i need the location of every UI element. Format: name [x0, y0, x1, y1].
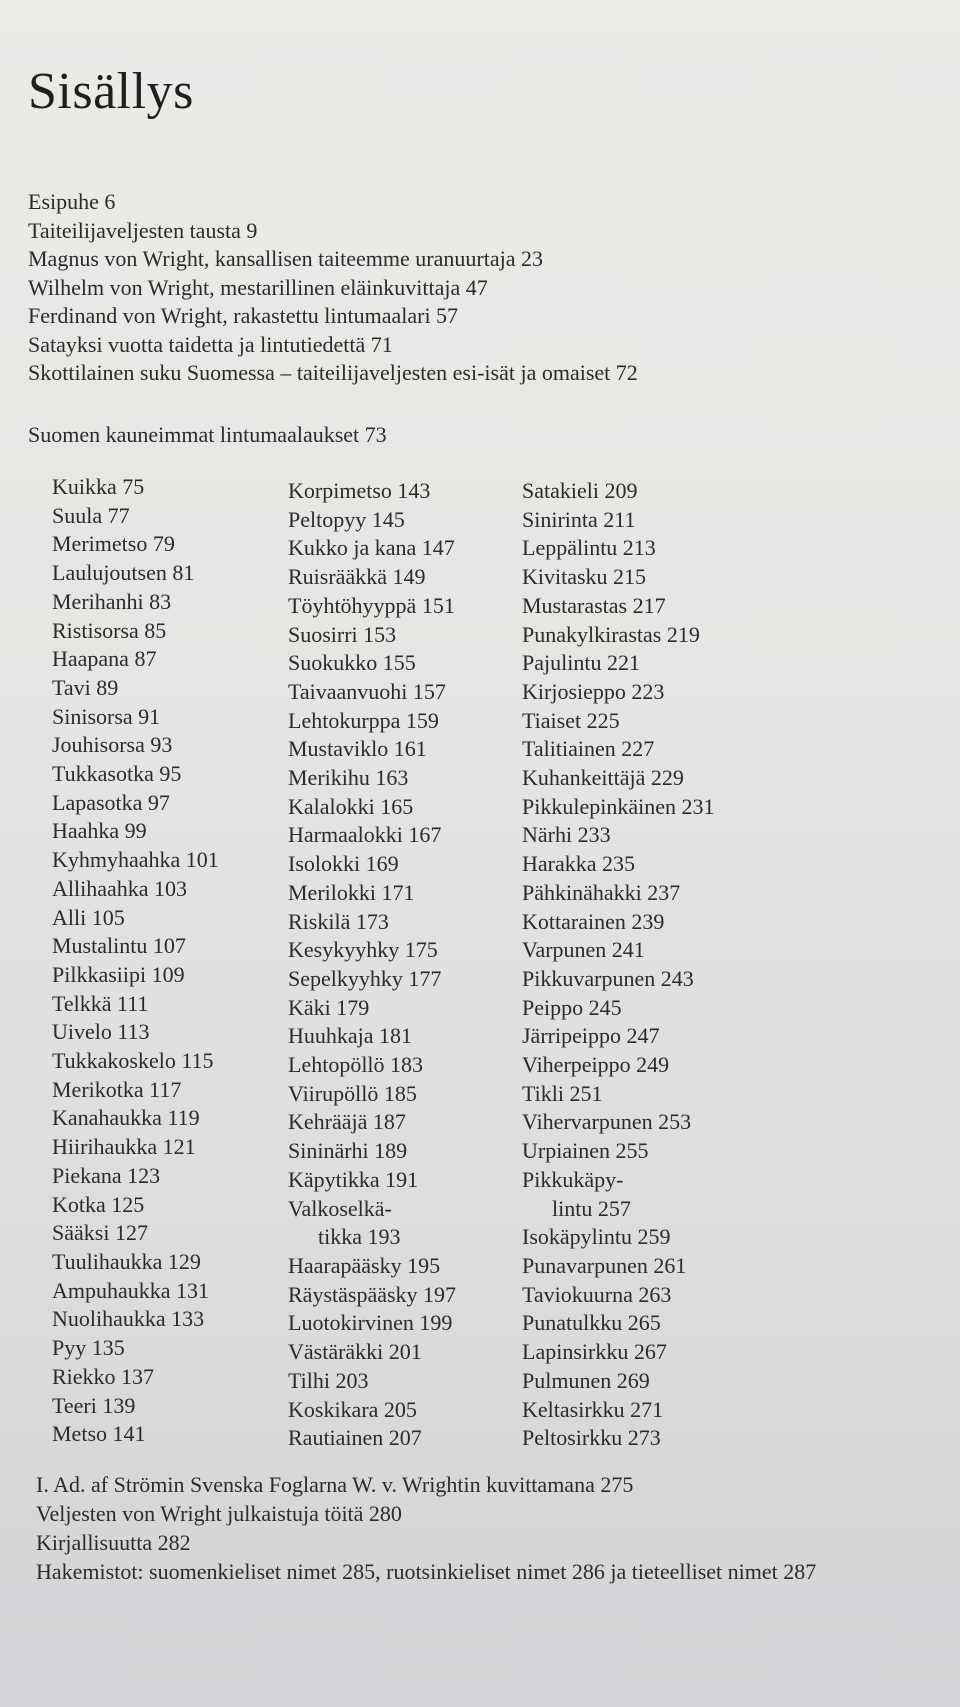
species-entry: Kyhmyhaahka 101: [52, 847, 219, 873]
species-entry: Vihervarpunen 253: [522, 1109, 692, 1135]
species-entry: Kehrääjä 187: [288, 1109, 406, 1135]
species-entry: Tuulihaukka 129: [52, 1248, 201, 1274]
species-entry: Satakieli 209: [522, 478, 638, 503]
species-entry: Pulmunen 269: [522, 1367, 650, 1393]
toc-entry: I. Ad. af Strömin Svenska Foglarna W. v. Wrightin kuvittamana 275: [36, 1472, 634, 1497]
species-entry: Telkkä 111: [52, 990, 149, 1016]
toc-entry: Taiteilijaveljesten tausta 9: [28, 217, 258, 243]
species-entry: Pikkuvarpunen 243: [522, 965, 694, 991]
species-entry: Peippo 245: [522, 994, 622, 1020]
toc-entry: Hakemistot: suomenkieliset nimet 285, ruotsinkieliset nimet 286 ja tieteelliset nimet 287: [36, 1559, 817, 1584]
toc-entry: Ferdinand von Wright, rakastettu lintumaalari 57: [28, 303, 459, 328]
species-entry: Luotokirvinen 199: [288, 1310, 453, 1336]
species-entry: Tilhi 203: [288, 1367, 369, 1393]
species-entry: Pikkukäpy-: [522, 1166, 624, 1192]
species-entry: Lapasotka 97: [52, 789, 170, 815]
species-entry: Pajulintu 221: [522, 650, 640, 676]
toc-entry: Skottilainen suku Suomessa – taiteilijaveljesten esi-isät ja omaiset 72: [28, 360, 638, 385]
species-entry: Ruisrääkkä 149: [288, 564, 426, 590]
species-entry: Laulujoutsen 81: [52, 560, 195, 586]
species-entry: Suosirri 153: [288, 621, 397, 647]
species-entry: Korpimetso 143: [288, 478, 431, 503]
species-entry: Kirjosieppo 223: [522, 678, 665, 704]
species-entry: Närhi 233: [522, 822, 611, 848]
species-entry: Teeri 139: [52, 1392, 136, 1418]
species-entry: Allihaahka 103: [52, 875, 188, 901]
species-column-1: [52, 473, 219, 1449]
species-entry: Tiaiset 225: [522, 707, 620, 733]
species-entry: Käki 179: [288, 994, 370, 1020]
species-entry: Harmaalokki 167: [288, 822, 442, 848]
species-entry: Merimetso 79: [52, 531, 175, 557]
species-entry: Suula 77: [52, 502, 130, 528]
toc-entry: Satayksi vuotta taidetta ja lintutiedettä 71: [28, 331, 393, 357]
back-matter-list: [36, 1470, 816, 1586]
species-entry: Suokukko 155: [288, 650, 416, 676]
species-entry: Tukkasotka 95: [52, 761, 182, 787]
species-entry: Kuikka 75: [52, 474, 145, 499]
species-entry: Alli 105: [52, 904, 125, 930]
species-entry: Pyy 135: [52, 1335, 125, 1361]
toc-entry: Kirjallisuutta 282: [36, 1530, 191, 1555]
page-title: Sisällys: [28, 63, 194, 120]
toc-entry: Esipuhe 6: [28, 189, 116, 214]
species-entry: Tikli 251: [522, 1080, 603, 1106]
species-entry: Käpytikka 191: [288, 1166, 419, 1192]
species-entry: Pikkulepinkäinen 231: [522, 793, 715, 819]
species-entry: Sinirinta 211: [522, 506, 636, 532]
toc-entry: Magnus von Wright, kansallisen taiteemme uranuurtaja 23: [28, 246, 543, 271]
species-entry: Uivelo 113: [52, 1019, 150, 1045]
species-entry: Västäräkki 201: [288, 1339, 422, 1365]
toc-entry: Veljesten von Wright julkaistuja töitä 280: [36, 1501, 402, 1526]
species-entry: Sääksi 127: [52, 1220, 148, 1246]
species-entry: Isokäpylintu 259: [522, 1224, 671, 1250]
species-entry: Taivaanvuohi 157: [288, 678, 446, 704]
species-entry: Metso 141: [52, 1421, 146, 1447]
species-entry: Punakylkirastas 219: [522, 621, 700, 647]
species-entry: Järripeippo 247: [522, 1023, 660, 1049]
species-entry: Mustarastas 217: [522, 592, 666, 618]
species-entry: Pilkkasiipi 109: [52, 961, 185, 987]
species-entry: Harakka 235: [522, 851, 636, 877]
species-entry: Koskikara 205: [288, 1396, 417, 1422]
species-entry: Leppälintu 213: [522, 535, 656, 561]
species-entry: Nuolihaukka 133: [52, 1306, 205, 1332]
species-entry: Punavarpunen 261: [522, 1252, 687, 1278]
species-entry: Töyhtöhyyppä 151: [288, 592, 455, 618]
species-entry: Ristisorsa 85: [52, 617, 167, 643]
section-heading: Suomen kauneimmat lintumaalaukset 73: [28, 422, 387, 447]
species-entry: Valkoselkä-: [288, 1195, 392, 1221]
species-entry: Mustalintu 107: [52, 933, 186, 959]
species-entry: Merihanhi 83: [52, 588, 172, 614]
species-entry: tikka 193: [318, 1224, 401, 1250]
species-column-2: [288, 477, 456, 1453]
species-entry: Tukkakoskelo 115: [52, 1048, 214, 1074]
species-entry: Haahka 99: [52, 818, 147, 844]
species-entry: Sepelkyyhky 177: [288, 965, 442, 991]
species-entry: Haarapääsky 195: [288, 1252, 441, 1278]
species-entry: Kivitasku 215: [522, 564, 647, 590]
species-entry: Piekana 123: [52, 1162, 161, 1188]
species-entry: Riskilä 173: [288, 908, 389, 934]
species-entry: Punatulkku 265: [522, 1310, 661, 1336]
species-entry: Urpiainen 255: [522, 1138, 649, 1164]
species-entry: Kottarainen 239: [522, 908, 665, 934]
species-entry: Kanahaukka 119: [52, 1105, 200, 1131]
species-entry: Tavi 89: [52, 674, 119, 700]
species-column-3: [522, 477, 714, 1453]
species-entry: Merikihu 163: [288, 765, 409, 791]
species-entry: Haapana 87: [52, 646, 157, 672]
species-entry: Jouhisorsa 93: [52, 732, 173, 758]
species-entry: Lehtopöllö 183: [288, 1052, 424, 1078]
species-entry: Kalalokki 165: [288, 793, 414, 819]
species-entry: Viherpeippo 249: [522, 1052, 670, 1078]
species-entry: Viirupöllö 185: [288, 1080, 417, 1106]
species-entry: Isolokki 169: [288, 851, 399, 877]
species-entry: Merilokki 171: [288, 879, 415, 905]
species-entry: Mustaviklo 161: [288, 736, 427, 762]
species-entry: Lapinsirkku 267: [522, 1339, 667, 1365]
species-entry: Taviokuurna 263: [522, 1281, 672, 1307]
toc-entry: Wilhelm von Wright, mestarillinen eläinkuvittaja 47: [28, 274, 488, 300]
species-entry: Lehtokurppa 159: [288, 707, 439, 733]
species-entry: Kotka 125: [52, 1191, 145, 1217]
species-entry: Räystäspääsky 197: [288, 1281, 457, 1307]
species-entry: Hiirihaukka 121: [52, 1134, 196, 1160]
species-entry: Huuhkaja 181: [288, 1023, 413, 1049]
species-entry: Varpunen 241: [522, 937, 645, 963]
species-entry: Peltopyy 145: [288, 506, 405, 532]
species-entry: Pähkinähakki 237: [522, 879, 681, 905]
front-matter-list: [28, 188, 638, 388]
species-entry: Talitiainen 227: [522, 736, 655, 762]
species-entry: Keltasirkku 271: [522, 1396, 664, 1422]
species-entry: Riekko 137: [52, 1363, 155, 1389]
species-entry: Rautiainen 207: [288, 1425, 422, 1451]
species-entry: Ampuhaukka 131: [52, 1277, 210, 1303]
species-entry: Kuhankeittäjä 229: [522, 765, 684, 791]
species-entry: Peltosirkku 273: [522, 1425, 661, 1451]
species-entry: Merikotka 117: [52, 1076, 182, 1102]
species-entry: Sinisorsa 91: [52, 703, 161, 729]
species-entry: Sininärhi 189: [288, 1138, 408, 1164]
species-entry: Kukko ja kana 147: [288, 535, 455, 561]
species-entry: Kesykyyhky 175: [288, 937, 438, 963]
species-entry: lintu 257: [552, 1195, 631, 1221]
